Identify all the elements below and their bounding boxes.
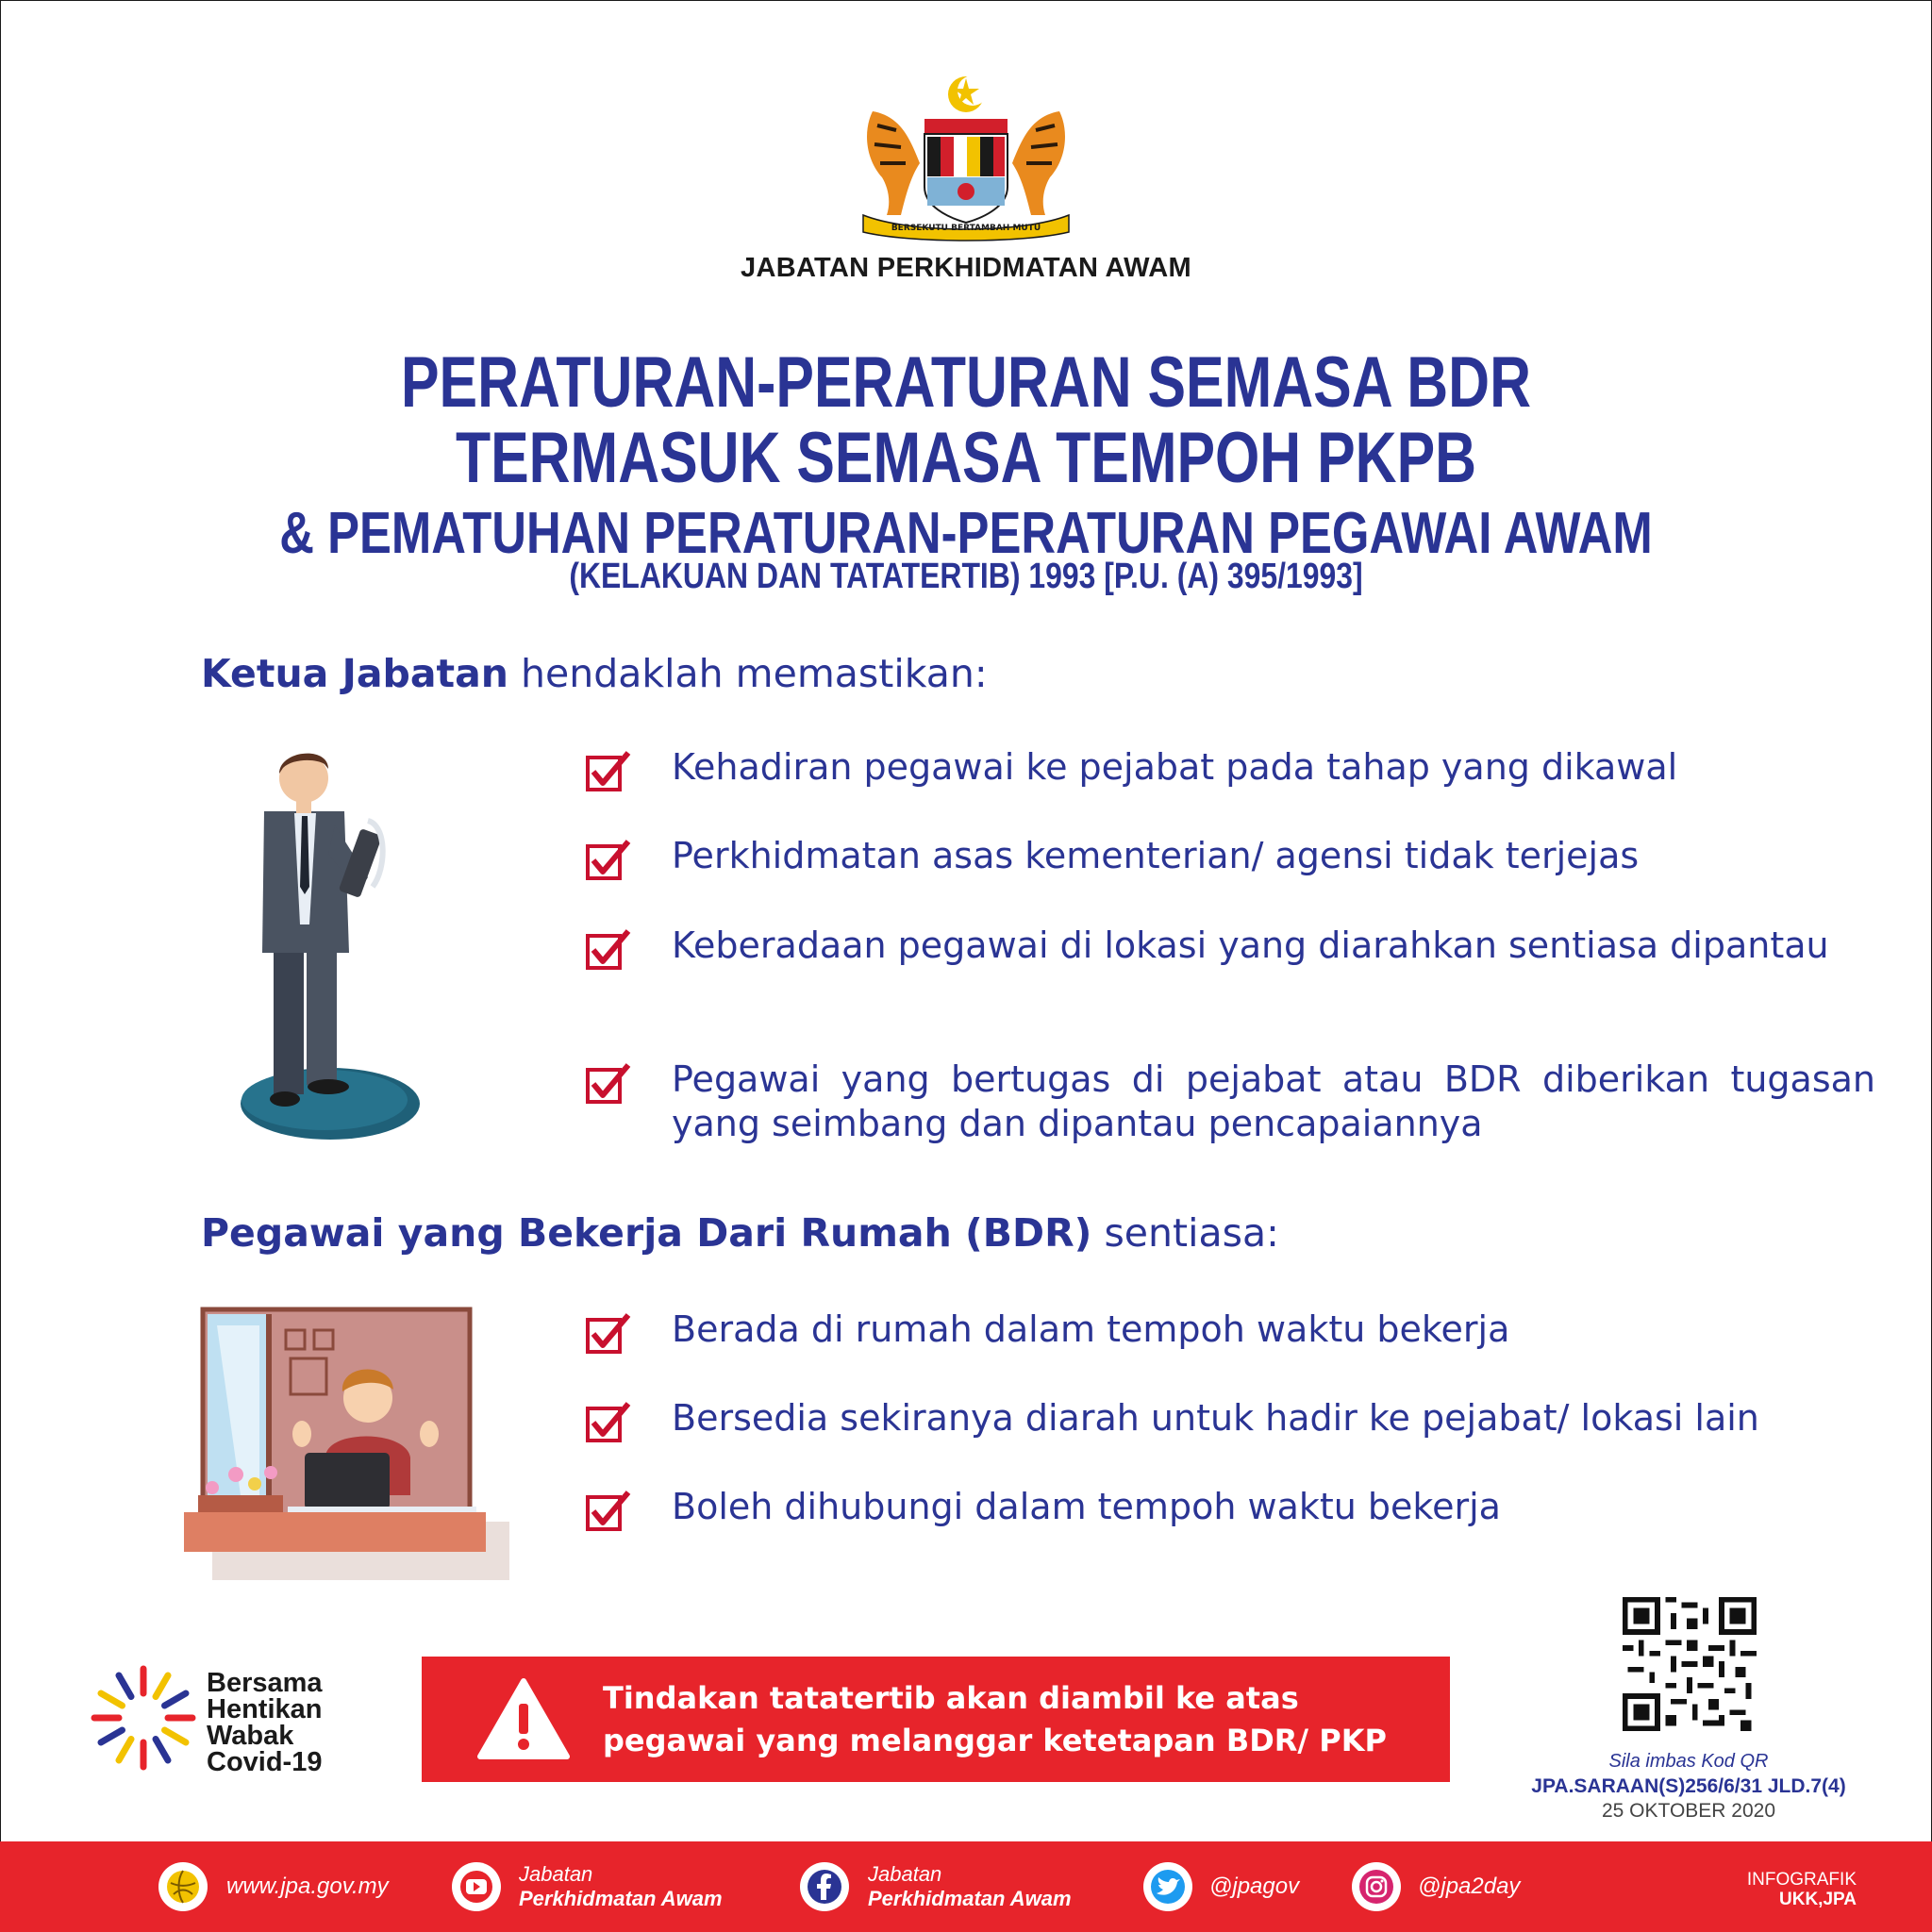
checkbox-checked-icon [585, 838, 632, 881]
warning-line-1: Tindakan tatatertib akan diambil ke atas [603, 1680, 1299, 1716]
section2-item-text: Bersedia sekiranya diarah untuk hadir ke pejabat/ lokasi lain [672, 1397, 1759, 1439]
title-line-3: & PEMATUHAN PERATURAN-PERATURAN PEGAWAI AWAM [279, 501, 1653, 566]
checkbox-checked-icon [585, 927, 632, 971]
reference-number: JPA.SARAAN(S)256/6/31 JLD.7(4) [1531, 1775, 1846, 1797]
facebook-link[interactable] [868, 1862, 1072, 1911]
facebook-line-2: Perkhidmatan Awam [868, 1887, 1072, 1910]
facebook-line-1: Jabatan [868, 1862, 942, 1886]
section1-item-text: Perkhidmatan asas kementerian/ agensi tidak terjejas [672, 835, 1640, 876]
covid-campaign-text [207, 1670, 323, 1775]
qr-code[interactable] [1623, 1597, 1757, 1731]
checkbox-checked-icon [585, 1061, 632, 1105]
youtube-line-2: Perkhidmatan Awam [519, 1887, 723, 1910]
youtube-icon[interactable] [452, 1862, 501, 1911]
title-line-2: TERMASUK SEMASA TEMPOH PKPB [455, 418, 1477, 498]
section2-item-text: Berada di rumah dalam tempoh waktu bekerja [672, 1308, 1510, 1350]
checkbox-checked-icon [585, 1311, 632, 1355]
section2-item-text: Boleh dihubungi dalam tempoh waktu bekerja [672, 1486, 1501, 1527]
section2-heading-rest: sentiasa: [1104, 1210, 1279, 1256]
warning-text [603, 1677, 1387, 1762]
issue-date: 25 OKTOBER 2020 [1601, 1800, 1776, 1822]
section2-heading-bold: Pegawai yang Bekerja Dari Rumah (BDR) [201, 1210, 1092, 1256]
covid-line-2: Hentikan [207, 1694, 323, 1724]
twitter-icon[interactable] [1143, 1862, 1192, 1911]
covid-line-3: Wabak [207, 1721, 294, 1751]
twitter-handle[interactable]: @jpagov [1209, 1874, 1300, 1899]
section2-heading [201, 1210, 1279, 1256]
section1-heading-rest: hendaklah memastikan: [521, 651, 988, 696]
crest-motto: BERSEKUTU BERTAMBAH MUTU [891, 224, 1041, 233]
section1-item-text: Kehadiran pegawai ke pejabat pada tahap yang dikawal [672, 746, 1678, 788]
title-line-4: (KELAKUAN DAN TATATERTIB) 1993 [P.U. (A) 395/1993] [569, 557, 1363, 596]
credit-line-1: INFOGRAFIK [1746, 1870, 1857, 1890]
section1-heading-bold: Ketua Jabatan [201, 651, 508, 696]
section1-heading [201, 651, 988, 696]
instagram-icon[interactable] [1352, 1862, 1401, 1911]
covid-campaign-logo-icon [88, 1662, 199, 1774]
infographic-credit [1747, 1870, 1857, 1909]
agency-name: JABATAN PERKHIDMATAN AWAM [741, 253, 1191, 283]
warning-line-2: pegawai yang melanggar ketetapan BDR/ PKP [603, 1723, 1387, 1758]
section1-item-text: Pegawai yang bertugas di pejabat atau BDR diberikan tugasan yang seimbang dan dipantau pencapaiannya [672, 1058, 1875, 1144]
businessman-illustration [226, 736, 434, 1160]
warning-banner [422, 1657, 1450, 1782]
footer-bar [0, 1841, 1932, 1932]
checkbox-checked-icon [585, 1400, 632, 1443]
checkbox-checked-icon [585, 749, 632, 792]
youtube-link[interactable] [519, 1862, 723, 1911]
covid-line-4: Covid-19 [207, 1747, 323, 1777]
checkbox-checked-icon [585, 1489, 632, 1532]
section1-item-text: Keberadaan pegawai di lokasi yang diarahkan sentiasa dipantau [672, 924, 1829, 966]
warning-triangle-icon [476, 1677, 571, 1762]
credit-line-2: UKK,JPA [1779, 1890, 1857, 1909]
youtube-line-1: Jabatan [519, 1862, 593, 1886]
facebook-icon[interactable] [800, 1862, 849, 1911]
malaysia-coat-of-arms-icon [854, 74, 1078, 243]
work-from-home-illustration [184, 1307, 514, 1580]
title-line-1: PERATURAN-PERATURAN SEMASA BDR [401, 342, 1531, 423]
covid-line-1: Bersama [207, 1668, 323, 1698]
website-icon[interactable] [158, 1862, 208, 1911]
website-link[interactable]: www.jpa.gov.my [226, 1874, 389, 1899]
qr-caption: Sila imbas Kod QR [1608, 1751, 1769, 1772]
instagram-handle[interactable]: @jpa2day [1418, 1874, 1521, 1899]
